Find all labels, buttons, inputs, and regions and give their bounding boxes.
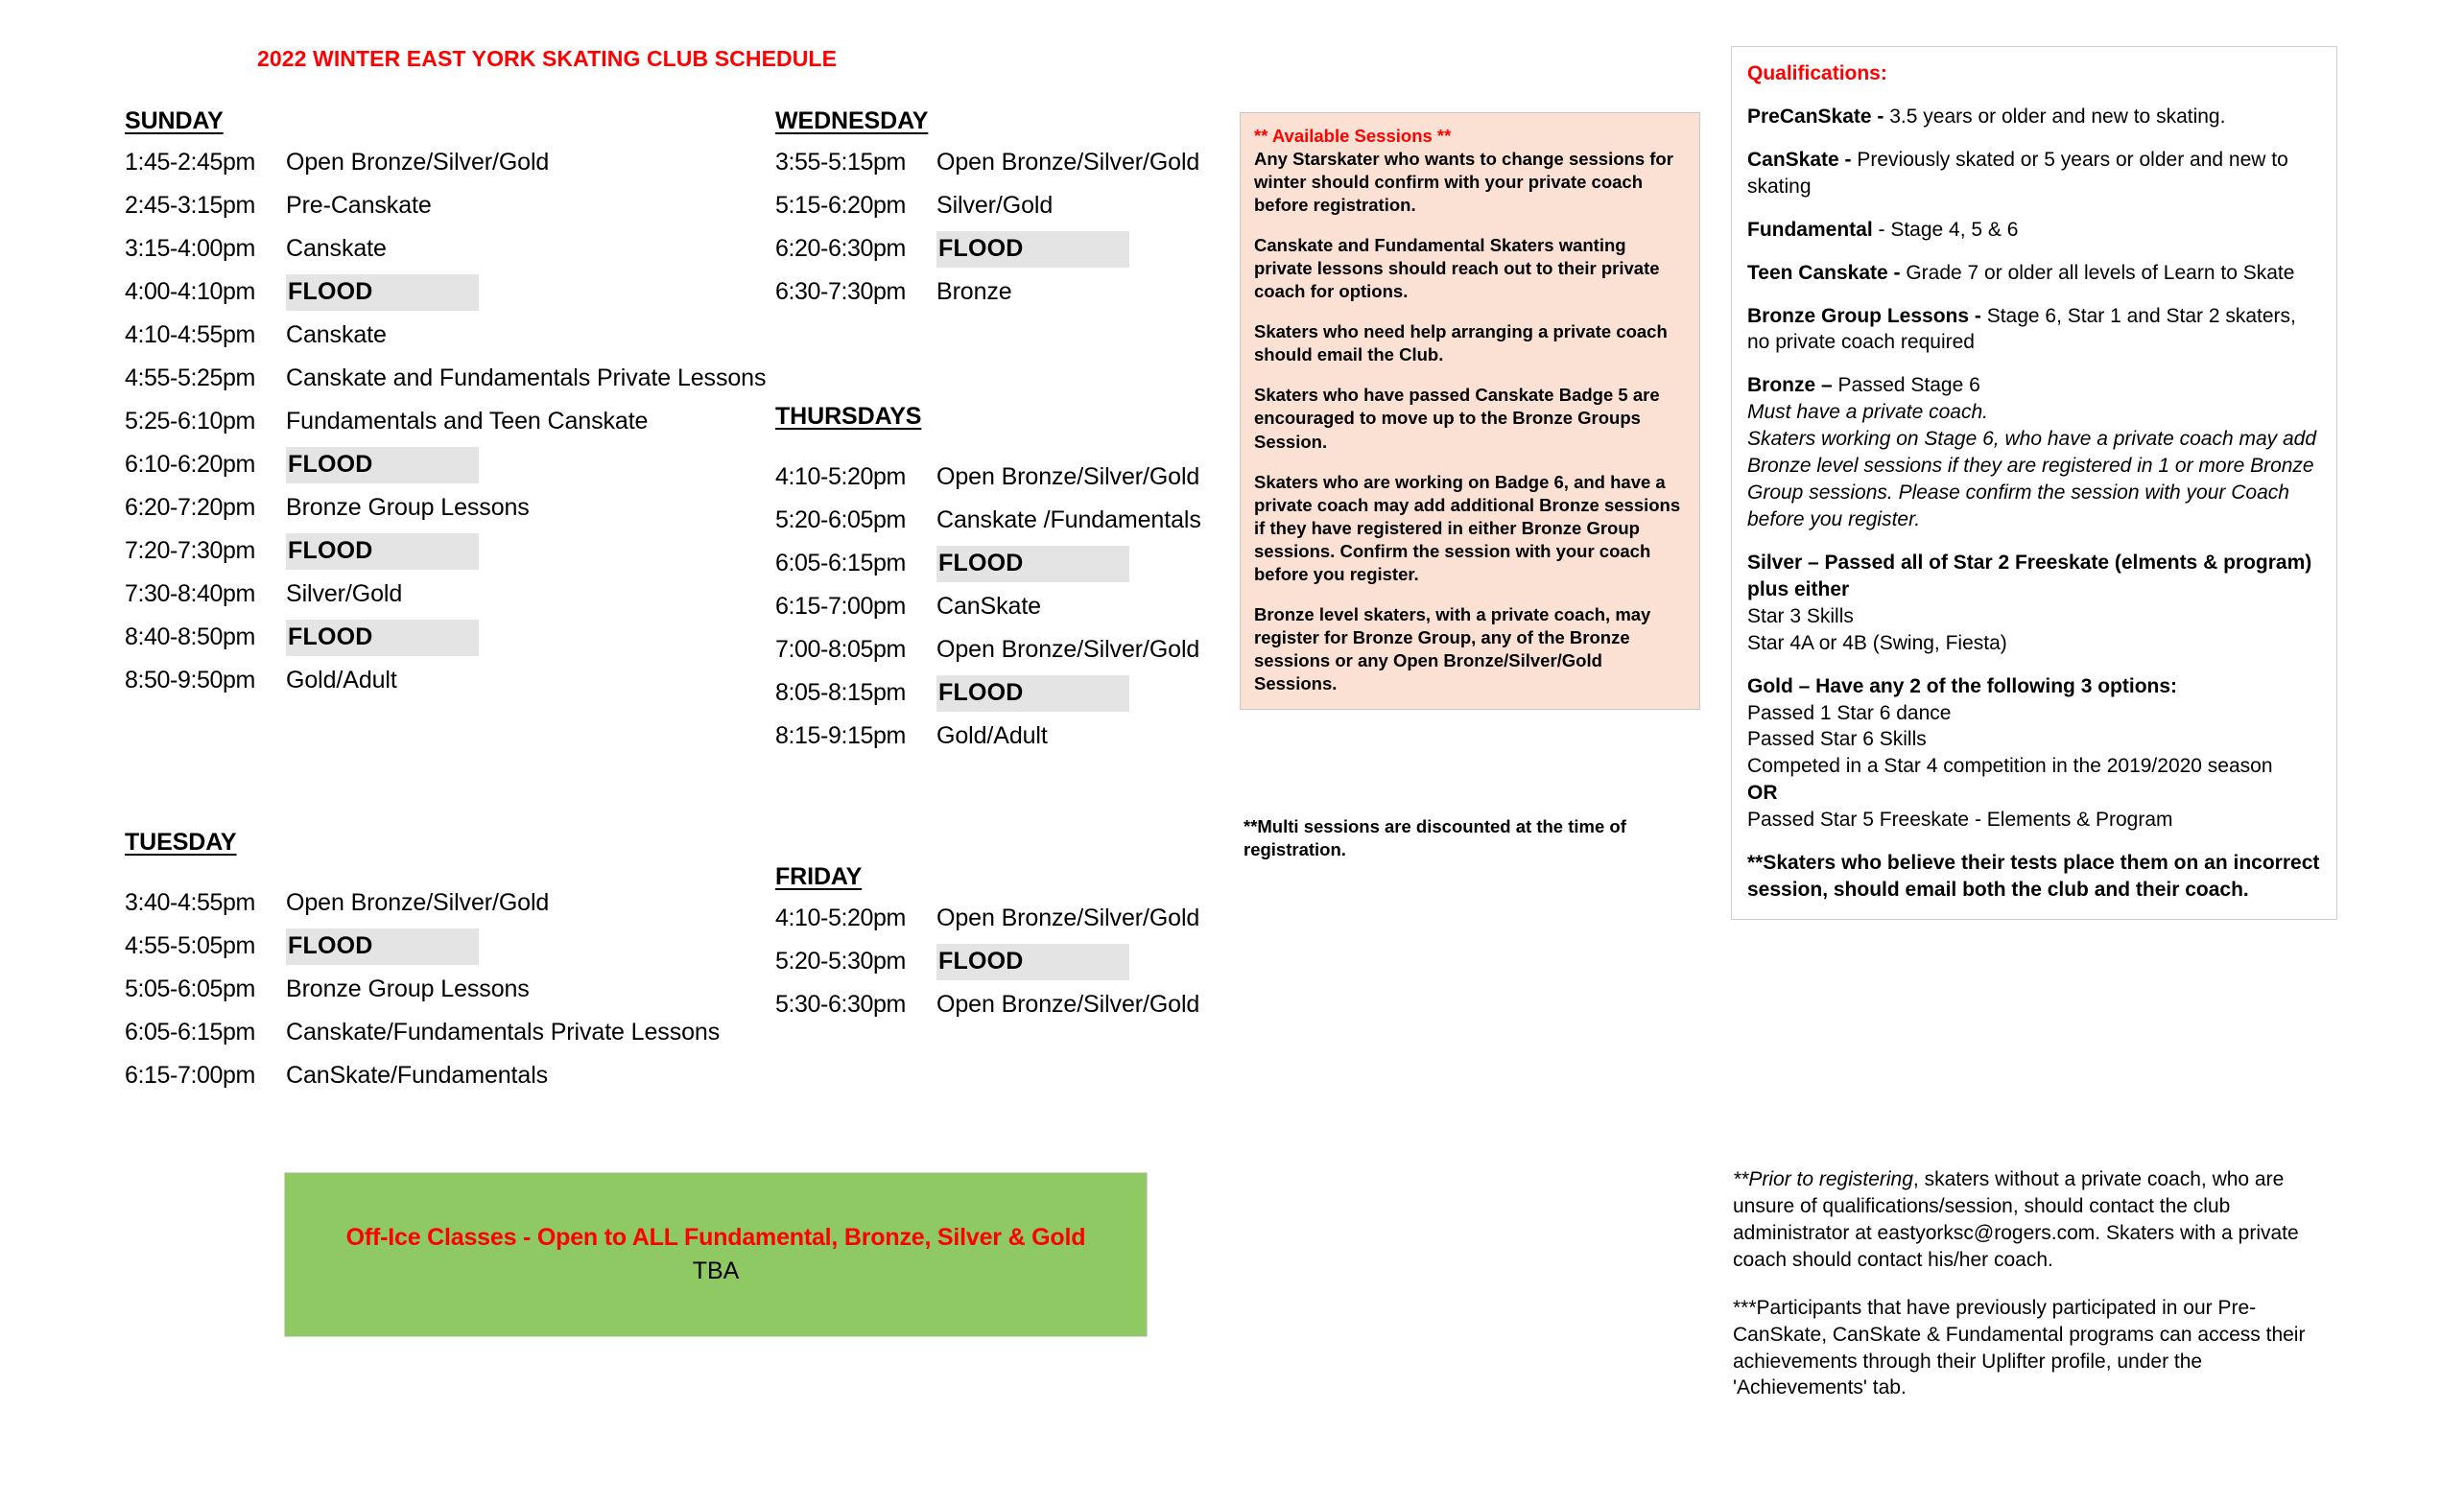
- schedule-row: [775, 593, 1201, 636]
- day-block-thursdays: [775, 403, 1201, 765]
- session-activity: FLOOD: [936, 675, 1129, 712]
- available-sessions-paragraph: Skaters who need help arranging a private coach should email the Club.: [1254, 321, 1668, 365]
- session-time: 6:15-7:00pm: [775, 593, 906, 620]
- qualification-description: - Stage 4, 5 & 6: [1878, 218, 2019, 241]
- schedule-row: [125, 667, 766, 710]
- qualification-item: [1747, 104, 2321, 130]
- session-activity: FLOOD: [286, 447, 479, 483]
- schedule-row: [775, 149, 1199, 192]
- session-time: 6:10-6:20pm: [125, 451, 255, 478]
- qualification-line: Star 3 Skills: [1747, 604, 1854, 627]
- available-sessions-box: [1240, 112, 1700, 710]
- qualification-line: Star 4A or 4B (Swing, Fiesta): [1747, 631, 2007, 654]
- session-time: 4:10-5:20pm: [775, 905, 906, 931]
- footer-note-text: , skaters without a private coach, who are unsure of qualifications/session, should contact the club administrator at eastyorksc@rogers.com. Skaters with a private coach should contact his/her coach.: [1733, 1168, 2299, 1271]
- schedule-row: [125, 975, 720, 1019]
- session-time: 6:20-6:30pm: [775, 235, 906, 262]
- session-time: 6:30-7:30pm: [775, 278, 906, 305]
- page-title: 2022 WINTER EAST YORK SKATING CLUB SCHEDULE: [256, 46, 838, 71]
- schedule-row: [125, 1019, 720, 1062]
- session-activity: Gold/Adult: [286, 667, 397, 693]
- session-activity: Fundamentals and Teen Canskate: [286, 408, 649, 435]
- day-heading: THURSDAYS: [775, 403, 922, 430]
- session-time: 8:40-8:50pm: [125, 623, 255, 650]
- schedule-row-flood: [775, 948, 1199, 991]
- schedule-row: [775, 506, 1201, 550]
- session-time: 5:30-6:30pm: [775, 991, 906, 1018]
- schedule-row: [775, 636, 1201, 679]
- schedule-row: [775, 463, 1201, 506]
- session-activity: CanSkate/Fundamentals: [286, 1062, 549, 1089]
- session-activity: Open Bronze/Silver/Gold: [286, 149, 550, 176]
- session-activity: Bronze: [936, 278, 1012, 305]
- schedule-row: [775, 722, 1201, 765]
- day-block-sunday: [125, 107, 766, 710]
- off-ice-title: Off-Ice Classes - Open to ALL Fundamental, Bronze, Silver & Gold: [345, 1224, 1086, 1251]
- session-time: 7:30-8:40pm: [125, 580, 255, 607]
- session-activity: FLOOD: [936, 944, 1129, 980]
- schedule-row: [775, 991, 1199, 1034]
- schedule-row: [125, 192, 766, 235]
- qualification-term: PreCanSkate -: [1747, 105, 1890, 128]
- qualification-description: Grade 7 or older all levels of Learn to Skate: [1906, 261, 2295, 284]
- session-time: 4:10-4:55pm: [125, 321, 255, 348]
- session-activity: Canskate /Fundamentals: [936, 506, 1201, 533]
- session-time: 8:50-9:50pm: [125, 667, 255, 693]
- session-time: 5:05-6:05pm: [125, 975, 255, 1002]
- off-ice-subtitle: TBA: [692, 1257, 740, 1284]
- available-sessions-paragraph: Canskate and Fundamental Skaters wanting private lessons should reach out to their private coach for options.: [1254, 235, 1660, 302]
- schedule-row-flood: [125, 278, 766, 321]
- session-time: 3:40-4:55pm: [125, 889, 255, 916]
- qualification-term: CanSkate -: [1747, 148, 1858, 171]
- session-activity: FLOOD: [286, 620, 479, 656]
- session-activity: Open Bronze/Silver/Gold: [936, 463, 1200, 490]
- schedule-row: [775, 278, 1199, 321]
- schedule-row-flood: [775, 235, 1199, 278]
- session-time: 5:20-6:05pm: [775, 506, 906, 533]
- day-heading: WEDNESDAY: [775, 107, 929, 134]
- footer-note-lead: **Prior to registering: [1733, 1168, 1913, 1190]
- schedule-row-flood: [775, 679, 1201, 722]
- footer-note: [1733, 1295, 2328, 1402]
- session-time: 2:45-3:15pm: [125, 192, 255, 219]
- qualification-item-bronze: [1747, 372, 2321, 533]
- qualifications-closing-note: [1747, 850, 2321, 904]
- off-ice-classes-box: [284, 1172, 1148, 1337]
- schedule-row: [125, 580, 766, 623]
- schedule-row: [125, 235, 766, 278]
- session-activity: FLOOD: [286, 928, 479, 965]
- schedule-row: [125, 408, 766, 451]
- qualification-line: Passed 1 Star 6 dance: [1747, 701, 1952, 724]
- footer-notes: [1733, 1166, 2328, 1401]
- available-sessions-paragraph: Skaters who are working on Badge 6, and have a private coach may add additional Bronze sessions if they have registered in either Bronze Group sessions. Confirm the session with your coach before you register.: [1254, 471, 1681, 584]
- footer-note: [1733, 1166, 2328, 1274]
- schedule-row: [125, 494, 766, 537]
- qualification-item: [1747, 147, 2321, 200]
- session-time: 4:10-5:20pm: [775, 463, 906, 490]
- day-block-wednesday: [775, 107, 1199, 321]
- multi-session-discount-note: **Multi sessions are discounted at the time of registration.: [1244, 816, 1626, 860]
- day-heading: TUESDAY: [125, 829, 237, 856]
- session-activity: Silver/Gold: [936, 192, 1054, 219]
- session-time: 5:20-5:30pm: [775, 948, 906, 975]
- available-sessions-paragraph: Bronze level skaters, with a private coach, may register for Bronze Group, any of the Bronze sessions or any Open Bronze/Silver/Gold Sessions.: [1254, 603, 1651, 693]
- schedule-row-flood: [125, 537, 766, 580]
- available-sessions-paragraph: Any Starskater who wants to change sessions for winter should confirm with your private coach before registration.: [1254, 149, 1673, 216]
- session-activity: Pre-Canskate: [286, 192, 432, 219]
- session-time: 3:55-5:15pm: [775, 149, 906, 176]
- qualification-item: [1747, 217, 2321, 244]
- session-time: 7:00-8:05pm: [775, 636, 906, 663]
- session-activity: Canskate/Fundamentals Private Lessons: [286, 1019, 721, 1046]
- qualification-description: Previously skated or 5 years or older and new to skating: [1747, 148, 2288, 198]
- schedule-row-flood: [125, 623, 766, 667]
- qualification-or-label: OR: [1747, 782, 1778, 805]
- session-time: 6:15-7:00pm: [125, 1062, 255, 1089]
- session-time: 4:55-5:25pm: [125, 364, 255, 391]
- schedule-row: [775, 905, 1199, 948]
- qualification-term: Bronze Group Lessons -: [1747, 304, 1987, 327]
- session-activity: Open Bronze/Silver/Gold: [936, 636, 1200, 663]
- qualifications-box: [1731, 46, 2337, 920]
- qualification-term: Bronze –: [1747, 374, 1838, 397]
- schedule-row-flood: [775, 550, 1201, 593]
- qualification-term: Silver – Passed all of Star 2 Freeskate (elments & program) plus either: [1747, 551, 2312, 600]
- session-time: 6:05-6:15pm: [775, 550, 906, 576]
- day-block-tuesday: [125, 829, 720, 1105]
- session-time: 6:05-6:15pm: [125, 1019, 255, 1046]
- qualification-note-italic: Skaters working on Stage 6, who have a private coach may add Bronze level sessions if they are registered in 1 or more Bronze Group sessions. Please confirm the session with your Coach before you register.: [1747, 428, 2317, 530]
- qualification-item-silver: [1747, 550, 2321, 657]
- session-activity: Bronze Group Lessons: [286, 494, 530, 521]
- qualification-description: Passed Stage 6: [1837, 374, 1980, 397]
- qualification-description: Stage 6, Star 1 and Star 2 skaters, no private coach required: [1747, 304, 2296, 354]
- session-time: 1:45-2:45pm: [125, 149, 255, 176]
- session-activity: FLOOD: [936, 231, 1129, 268]
- available-sessions-heading: ** Available Sessions **: [1254, 126, 1452, 146]
- schedule-row-flood: [125, 932, 720, 975]
- session-activity: Open Bronze/Silver/Gold: [936, 991, 1200, 1018]
- footer-note-text: ***Participants that have previously participated in our Pre-CanSkate, CanSkate & Fundamental programs can access their achievements through their Uplifter profile, under the 'Achievements' tab.: [1733, 1296, 2306, 1399]
- schedule-row: [775, 192, 1199, 235]
- session-activity: FLOOD: [936, 546, 1129, 582]
- qualifications-closing-note-text: **Skaters who believe their tests place them on an incorrect session, should email both the club and their coach.: [1747, 852, 2320, 902]
- qualification-line: Passed Star 5 Freeskate - Elements & Program: [1747, 809, 2173, 832]
- qualification-item-gold: [1747, 673, 2321, 834]
- session-time: 5:25-6:10pm: [125, 408, 255, 435]
- session-activity: Silver/Gold: [286, 580, 403, 607]
- session-activity: Gold/Adult: [936, 722, 1048, 749]
- qualification-line: Passed Star 6 Skills: [1747, 728, 1927, 751]
- session-time: 7:20-7:30pm: [125, 537, 255, 564]
- qualification-term: Gold – Have any 2 of the following 3 options:: [1747, 674, 2178, 697]
- qualification-item: [1747, 303, 2321, 357]
- session-activity: Canskate: [286, 321, 387, 348]
- day-block-friday: [775, 863, 1199, 1034]
- session-activity: Canskate and Fundamentals Private Lessons: [286, 364, 767, 391]
- session-time: 4:00-4:10pm: [125, 278, 255, 305]
- session-activity: FLOOD: [286, 533, 479, 570]
- schedule-row: [125, 364, 766, 408]
- qualification-term: Fundamental: [1747, 218, 1879, 241]
- session-time: 3:15-4:00pm: [125, 235, 255, 262]
- qualification-term: Teen Canskate -: [1747, 261, 1907, 284]
- session-activity: Open Bronze/Silver/Gold: [936, 905, 1200, 931]
- day-heading: SUNDAY: [125, 107, 224, 134]
- session-activity: FLOOD: [286, 274, 479, 311]
- day-heading: FRIDAY: [775, 863, 863, 890]
- session-time: 4:55-5:05pm: [125, 932, 255, 959]
- qualification-note-italic: Must have a private coach.: [1747, 401, 1988, 424]
- session-activity: CanSkate: [936, 593, 1041, 620]
- session-activity: Open Bronze/Silver/Gold: [936, 149, 1200, 176]
- schedule-row: [125, 321, 766, 364]
- session-activity: Open Bronze/Silver/Gold: [286, 889, 550, 916]
- schedule-row: [125, 149, 766, 192]
- schedule-row-flood: [125, 451, 766, 494]
- qualification-item: [1747, 260, 2321, 287]
- session-time: 5:15-6:20pm: [775, 192, 906, 219]
- session-time: 8:15-9:15pm: [775, 722, 906, 749]
- qualification-line: Competed in a Star 4 competition in the 2019/2020 season: [1747, 755, 2273, 778]
- schedule-row: [125, 1062, 720, 1105]
- session-time: 6:20-7:20pm: [125, 494, 255, 521]
- session-activity: Bronze Group Lessons: [286, 975, 530, 1002]
- qualification-description: 3.5 years or older and new to skating.: [1889, 105, 2226, 128]
- session-activity: Canskate: [286, 235, 387, 262]
- qualifications-heading: Qualifications:: [1747, 62, 1887, 84]
- session-time: 8:05-8:15pm: [775, 679, 906, 706]
- available-sessions-paragraph: Skaters who have passed Canskate Badge 5 are encouraged to move up to the Bronze Groups Session.: [1254, 385, 1660, 452]
- schedule-row: [125, 889, 720, 932]
